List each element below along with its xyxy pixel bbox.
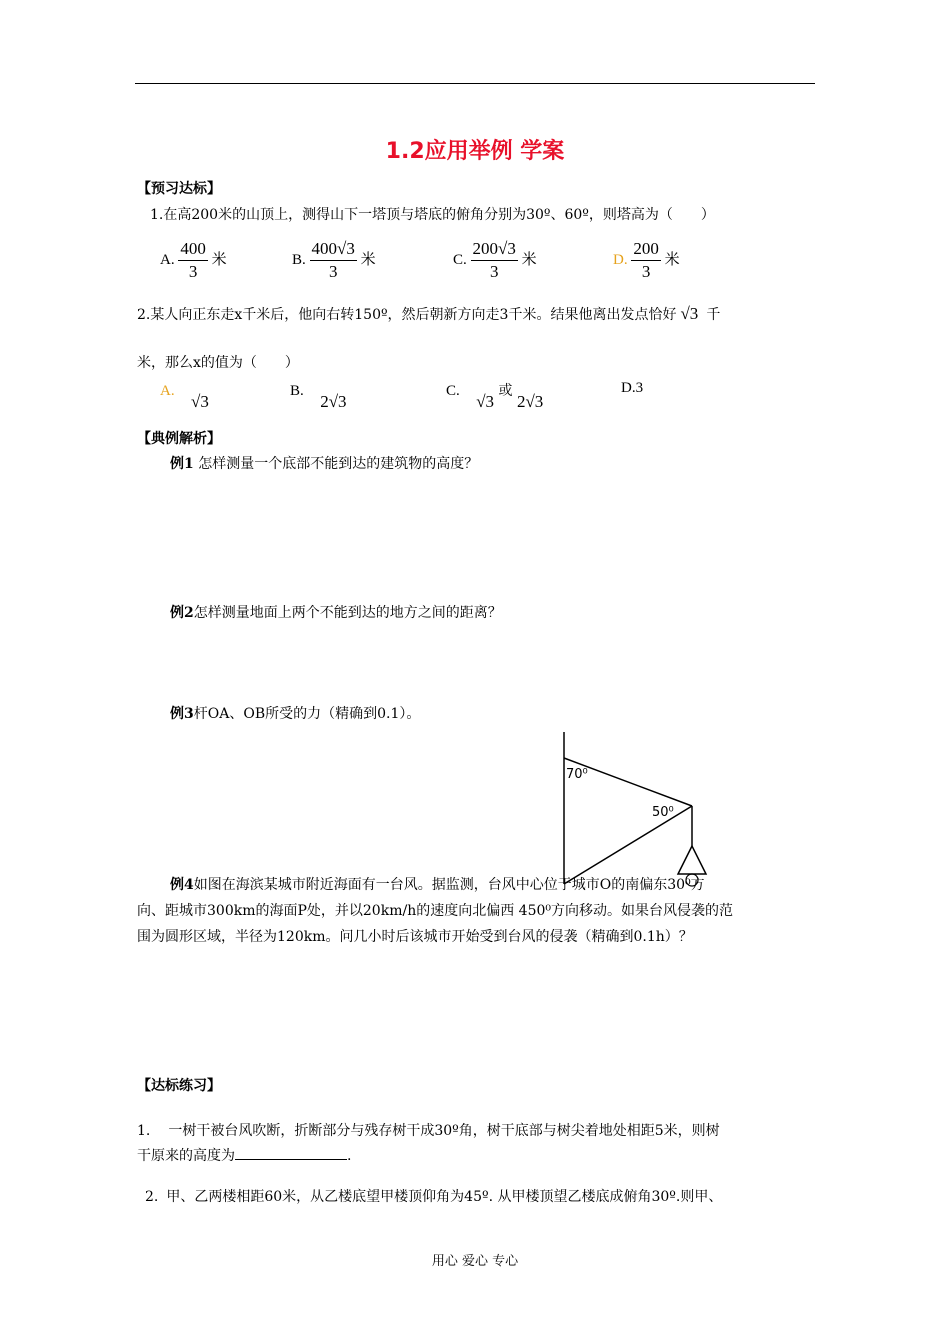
example-4-line-3: 围为圆形区域，半径为120km。问几小时后该城市开始受到台风的侵袭（精确到0.1h）？ — [137, 929, 693, 945]
practice-1-line-2: 干原来的高度为 . — [137, 1145, 351, 1165]
page-title: 1.2应用举例 学案 — [385, 139, 565, 164]
q2-root: √3 — [680, 304, 699, 323]
example-1: 例1 怎样测量一个底部不能到达的建筑物的高度？ — [170, 456, 479, 472]
option-label: D. — [613, 251, 628, 268]
q2-option-a: A. √3 — [160, 383, 209, 411]
weight-triangle — [678, 846, 706, 874]
section-examples-heading: 【典例解析】 — [137, 431, 221, 447]
question-2-text: 2.某人向正东走x千米后，他向右转150º，然后朝新方向走3千米。结果他离出发点恰好 √3 千 — [137, 304, 721, 323]
q1-option-a — [160, 238, 227, 283]
option-unit: 米 — [211, 251, 227, 268]
q2-option-b: B. 2√3 — [290, 383, 347, 411]
practice-1-line-1: 1. 一树干被台风吹断，折断部分与残存树干成30º角，树干底部与树尖着地处相距5米，则树 — [137, 1123, 720, 1139]
option-fraction: $\frac{200√3}{3}$ — [472, 239, 516, 281]
example-4-line-2: 向、距城市300km的海面P处，并以20km/h的速度向北偏西 450⁰方向移动。如果台风侵袭的范 — [137, 903, 733, 919]
q1-option-b — [292, 238, 376, 283]
option-label: C. — [453, 251, 467, 268]
question-1-text: 1.在高200米的山顶上，测得山下一塔顶与塔底的俯角分别为30º、60º，则塔高为（ ） — [150, 207, 715, 223]
example-3: 例3杆OA、OB所受的力（精确到0.1）。 — [170, 706, 421, 722]
example-2: 例2怎样测量地面上两个不能到达的地方之间的距离？ — [170, 605, 502, 621]
header-rule — [135, 83, 815, 84]
q1-option-d — [613, 238, 680, 283]
option-label: A. — [160, 251, 175, 268]
practice-2-line-1: 2. 甲、乙两楼相距60米，从乙楼底望甲楼顶仰角为45º. 从甲楼顶望乙楼底成俯角30º.则甲、 — [145, 1189, 723, 1205]
option-fraction: $\frac{200}{3}$ — [633, 239, 659, 281]
rod-oa — [564, 758, 692, 806]
page-footer: 用心 爱心 专心 — [431, 1254, 519, 1269]
q2-option-d: D.3 — [621, 380, 644, 396]
angle-label-top: 70⁰ — [566, 767, 588, 782]
angle-label-right: 50⁰ — [652, 805, 674, 820]
option-unit: 米 — [360, 251, 376, 268]
option-fraction: $\frac{400}{3}$ — [180, 239, 206, 281]
question-2-text-cont: 米，那么x的值为（ ） — [137, 355, 299, 371]
q1-option-c — [453, 238, 537, 283]
section-preview-heading: 【预习达标】 — [137, 181, 221, 197]
q2-option-c: C. √3 或 2√3 — [446, 383, 544, 411]
answer-blank[interactable] — [235, 1145, 347, 1160]
example-4-line-1: 例4如图在海滨某城市附近海面有一台风。据监测，台风中心位于城市O的南偏东30⁰方 — [170, 877, 705, 893]
section-practice-heading: 【达标练习】 — [137, 1078, 221, 1094]
option-label: B. — [292, 251, 306, 268]
option-unit: 米 — [521, 251, 537, 268]
option-unit: 米 — [664, 251, 680, 268]
option-fraction: $\frac{400√3}{3}$ — [311, 239, 355, 281]
